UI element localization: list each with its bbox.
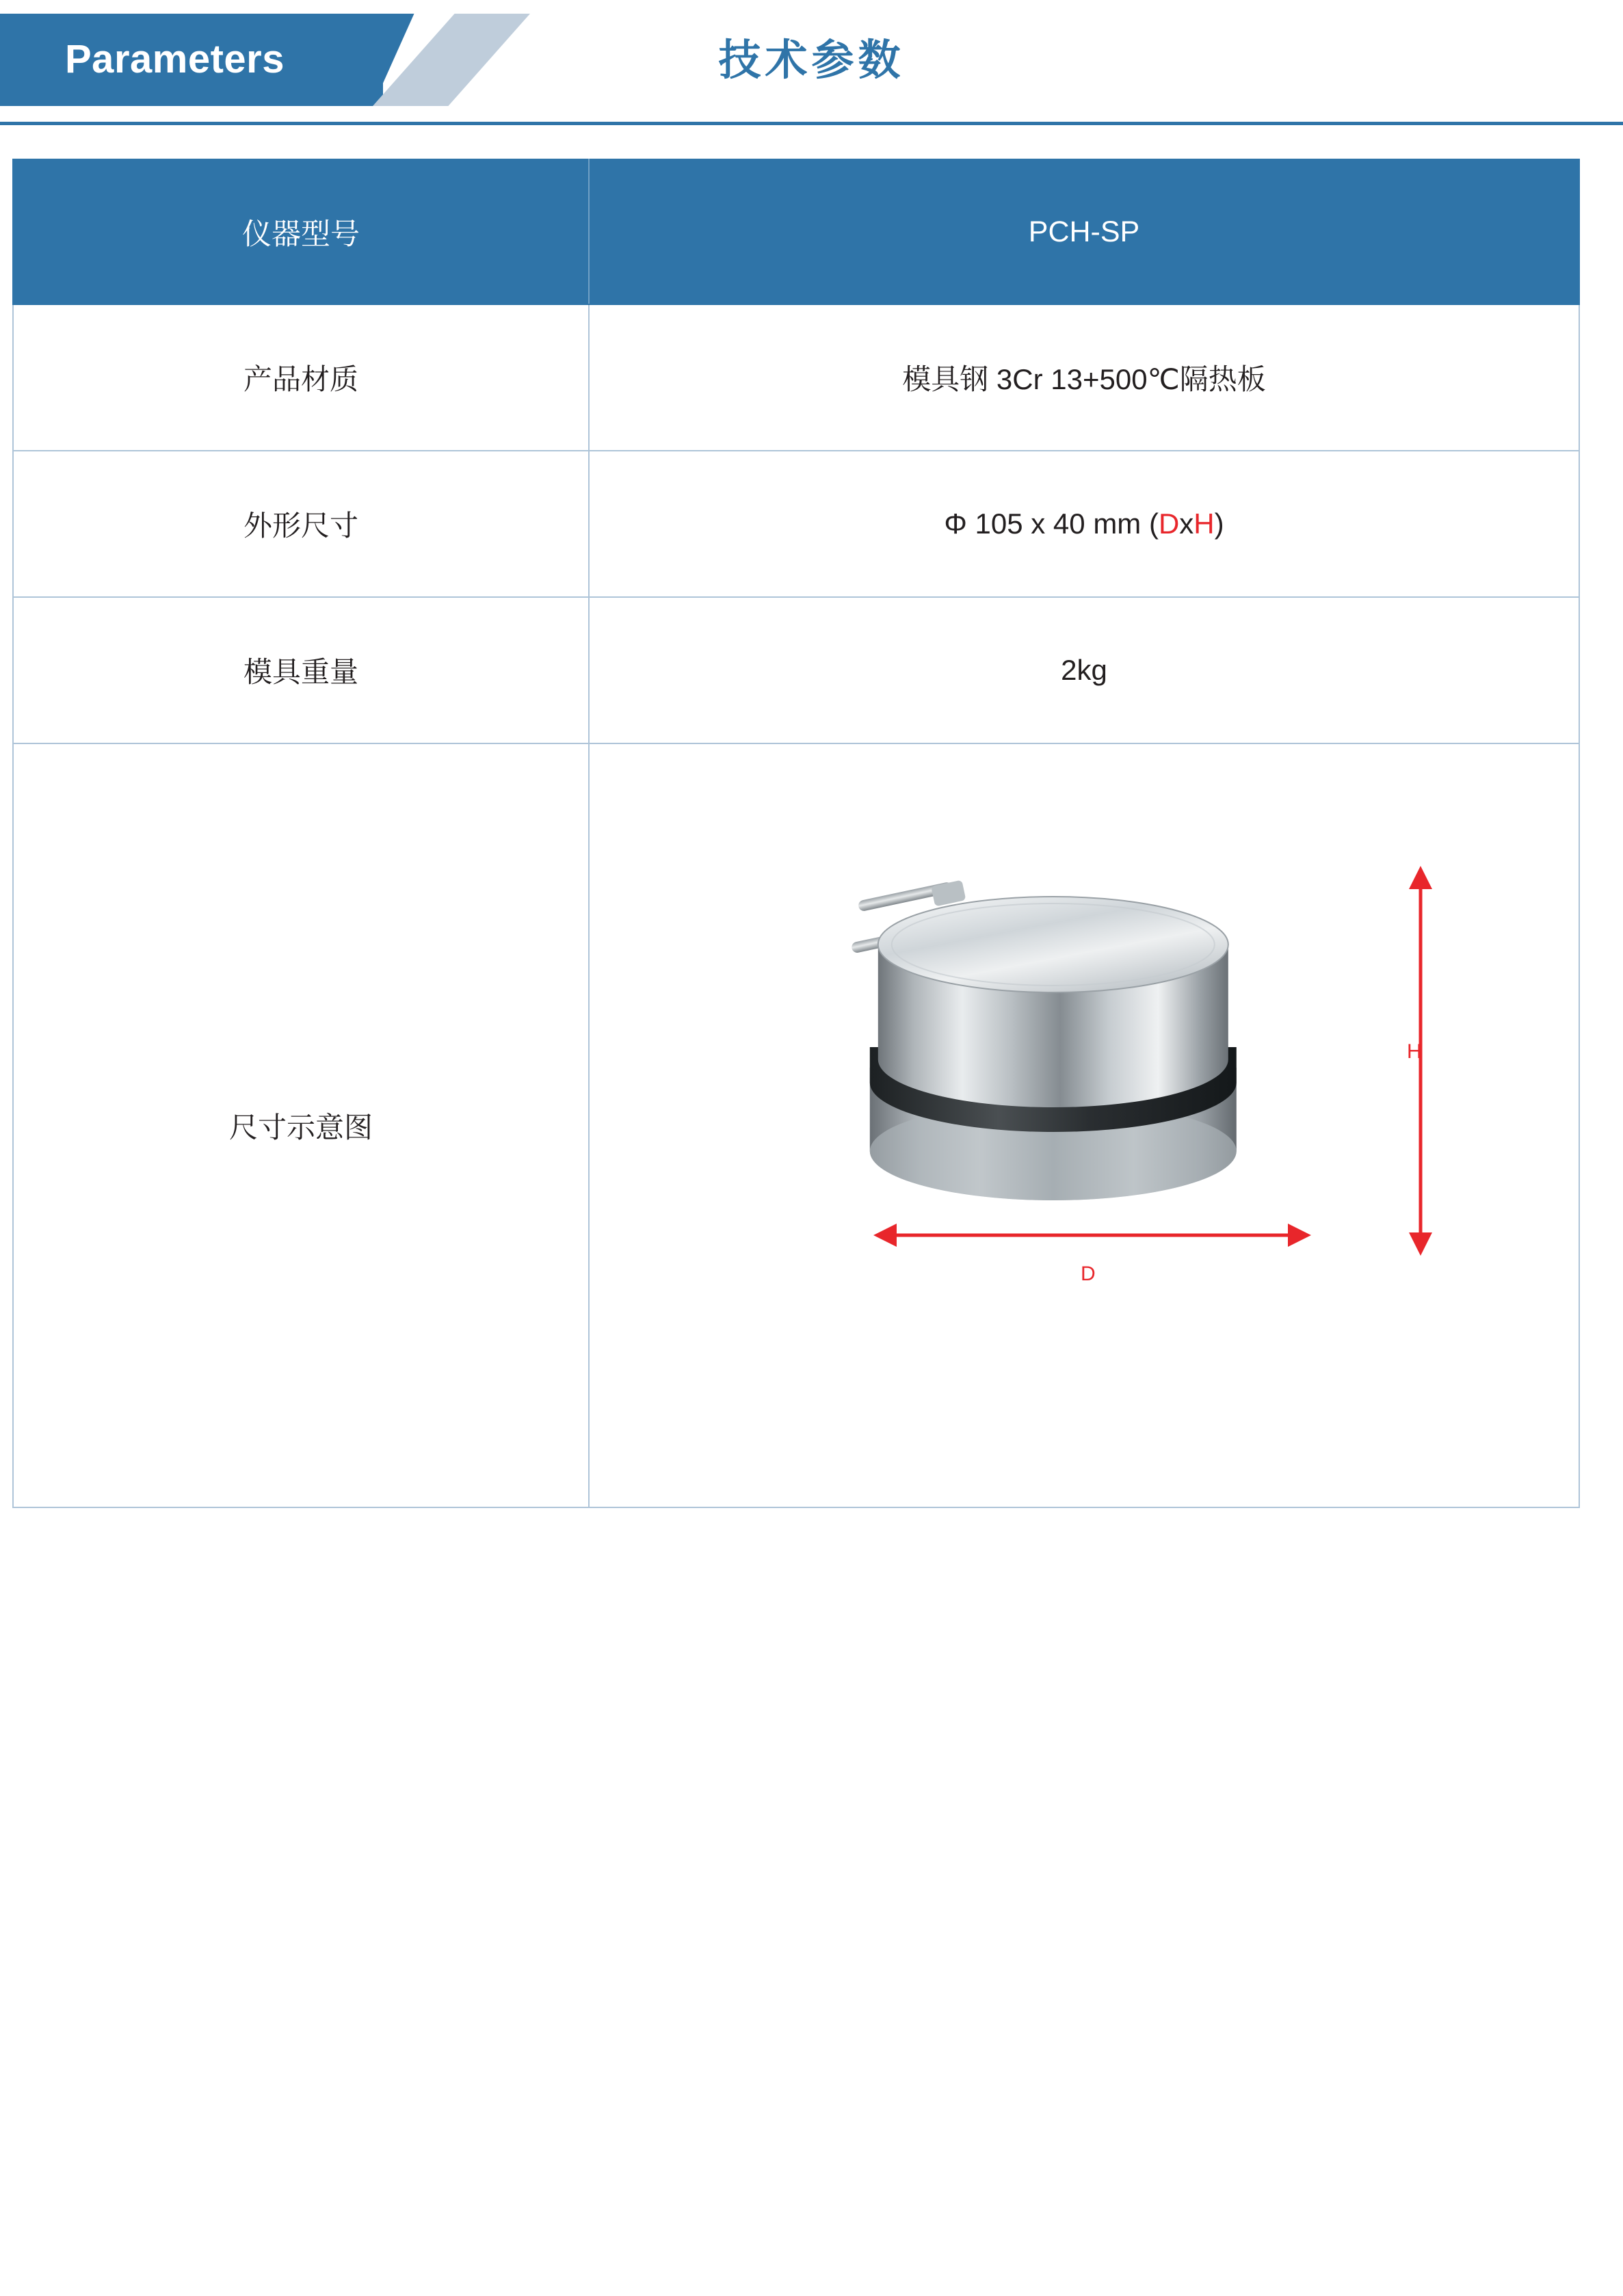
table-row-model [13,159,1579,304]
table-cell-label [13,597,589,743]
table-cell-value [589,597,1579,743]
dimensions-value-mid: x [1179,507,1194,540]
product-illustration-icon [830,842,1268,1280]
table-cell-diagram [589,743,1579,1507]
table-cell-value [589,451,1579,597]
material-value: 模具钢 3Cr 13+500℃隔热板 [902,363,1266,395]
weight-value: 2kg [1061,654,1107,686]
height-dimension-label: H [1407,1040,1422,1063]
dimensions-value [590,451,1579,596]
table-row-material [13,304,1579,451]
table-row-dimensions [13,451,1579,597]
weight-label: 模具重量 [243,656,358,688]
table-cell-value [589,304,1579,451]
table-cell-value [589,159,1579,304]
diameter-dimension-label: D [1081,1262,1096,1285]
diagram-label: 尺寸示意图 [228,1111,373,1144]
top-disc [878,897,1228,992]
dimensions-value-h: H [1193,507,1215,540]
table-cell-label [13,304,589,451]
model-label: 仪器型号 [242,217,360,251]
badge-label: Parameters [65,37,285,81]
spec-table [12,159,1580,1508]
dimension-diagram [590,746,1579,1505]
model-value: PCH-SP [1028,215,1140,248]
page-title: 技术参数 [718,37,905,84]
dimensions-value-suffix: ) [1214,507,1224,540]
table-cell-label [13,743,589,1507]
dimensions-value-prefix: Φ 105 x 40 mm ( [944,507,1159,540]
dimensions-value-d: D [1158,507,1180,540]
dimensions-label: 外形尺寸 [243,510,358,542]
table-row-weight [13,597,1579,743]
table-cell-label [13,451,589,597]
spec-table-wrapper [12,159,1580,1508]
diameter-dimension-arrow-icon [873,1215,1311,1256]
page-header [0,0,1623,123]
table-cell-label [13,159,589,304]
header-divider [0,122,1623,125]
material-label: 产品材质 [243,363,358,395]
table-row-diagram [13,743,1579,1507]
